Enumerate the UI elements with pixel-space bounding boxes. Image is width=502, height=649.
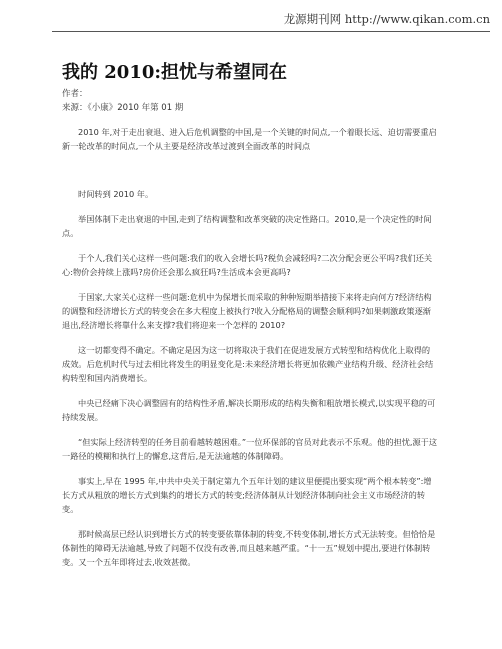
article-source: 来源：《小康》2010 年第 01 期: [62, 103, 184, 113]
paragraph: 于个人,我们关心这样一些问题:我们的收入会增长吗?税负会减轻吗?二次分配会更公平吗?我们还关心:物价会持续上涨吗?房价还会那么疯狂吗?生活成本会更高吗?: [62, 253, 433, 277]
paragraph: 2010 年,对于走出衰退、进入后危机调整的中国,是一个关键的时间点,一个着眼长远、迫切需要重启新一轮改革的时间点,一个从主要是经济改革过渡到全面改革的时间点: [62, 127, 437, 151]
paragraph: 中央已经痛下决心调整固有的结构性矛盾,解决长期形成的结构失衡和粗放增长模式,以实现平稳的可持续发展。: [62, 398, 436, 422]
paragraph: 时间转到 2010 年。: [78, 189, 154, 199]
paragraph: 那时候高层已经认识到增长方式的转变要依靠体制的转变,不转变体制,增长方式无法转变。但恰恰是体制性的障碍无法逾越,导致了问题不仅没有改善,而且越来越严重。“十一五”规划中提出,要进行体制转变。又一个五年即将过去,收效甚微。: [62, 529, 436, 567]
paragraph: “但实际上经济转型的任务目前看越转越困难。”一位环保部的官员对此表示不乐观。他的担忧,源于这一路径的模糊和执行上的懈怠,这背后,是无法逾越的体制障碍。: [62, 437, 438, 461]
header-divider: [52, 31, 490, 32]
paragraph: 于国家,大家关心这样一些问题:危机中为保增长而采取的种种短期举措接下来将走向何方?经济结构的调整和经济增长方式的转变会在多大程度上被执行?收入分配格局的调整会顺利吗?如果刺激政策逐渐退出,经济增长将靠什么来支撑?我们将迎来一个怎样的 2010?: [62, 292, 432, 330]
site-header: 龙源期刊网 http://www.qikan.com.cn: [283, 12, 490, 26]
paragraph: 举国体制下走出衰退的中国,走到了结构调整和改革突破的决定性路口。2010,是一个决定性的时间点。: [62, 214, 432, 238]
paragraph: 事实上,早在 1995 年,中共中央关于制定第九个五年计划的建议里便提出要实现“两个根本转变”:增长方式从粗放的增长方式到集约的增长方式的转变;经济体制从计划经济体制向社会主义市场经济的转变。: [62, 476, 432, 514]
paragraph: 这一切都变得不确定。不确定是因为这一切将取决于我们在促进发展方式转型和结构优化上取得的成效。后危机时代与过去相比将发生的明显变化是:未来经济增长将更加依赖产业结构升级、经济社会结构转型和国内消费增长。: [62, 345, 434, 383]
article-author: 作者：: [62, 89, 88, 99]
article-body: [62, 125, 438, 580]
article-title: 我的 2010:担忧与希望同在: [62, 62, 288, 83]
